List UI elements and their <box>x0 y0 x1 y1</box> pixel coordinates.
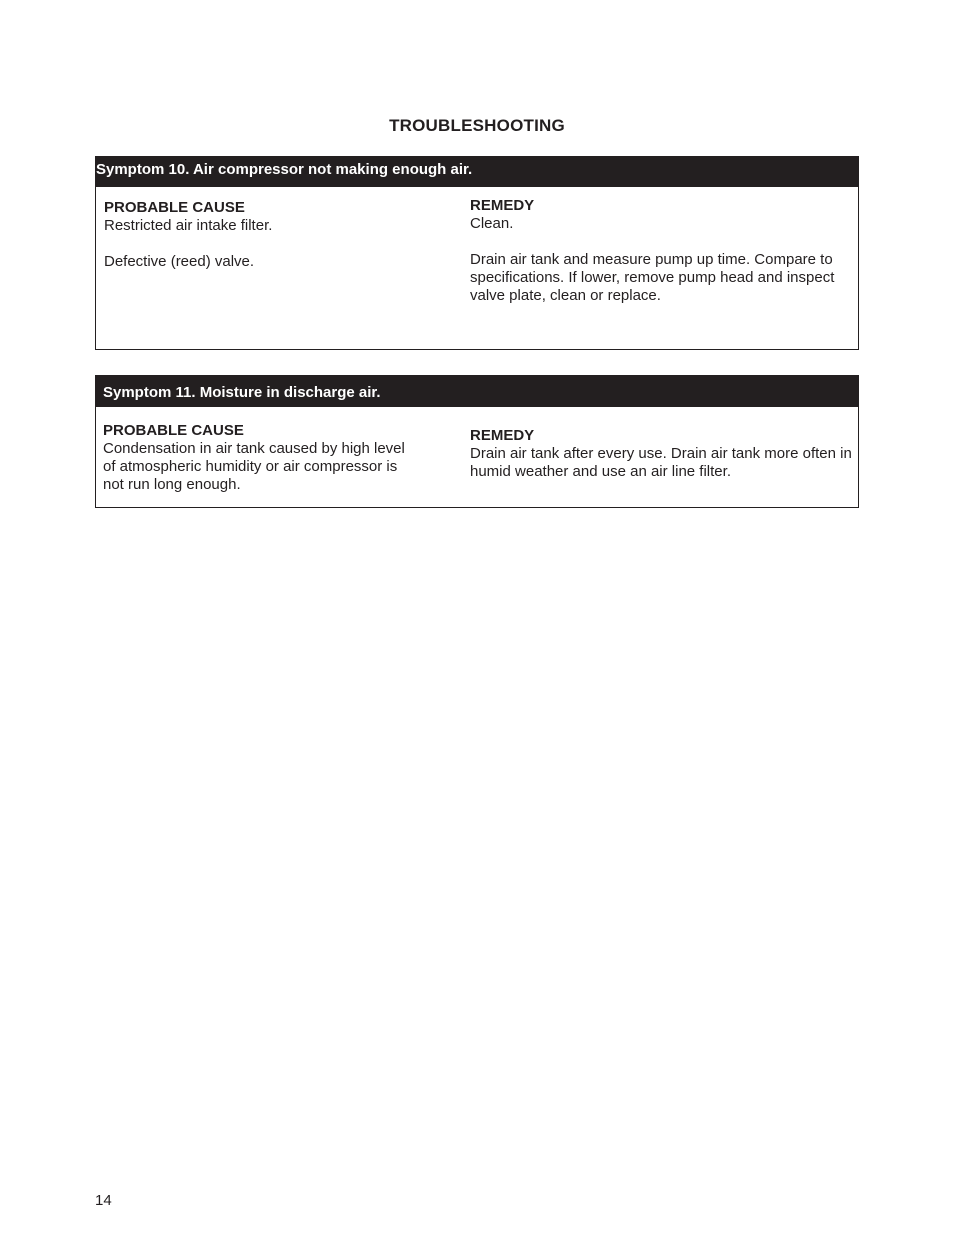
cause-item: Restricted air intake filter. <box>104 217 273 234</box>
cause-item: Condensation in air tank caused by high level of atmospheric humidity or air compressor is not run long enough. <box>103 440 405 493</box>
probable-cause-heading: PROBABLE CAUSE <box>104 199 245 216</box>
page-title: TROUBLESHOOTING <box>389 116 565 135</box>
symptom-11-header: Symptom 11. Moisture in discharge air. <box>96 376 858 407</box>
page-number: 14 <box>95 1192 112 1209</box>
symptom-10-remedy-column <box>470 197 848 305</box>
remedy-item: Drain air tank and measure pump up time. Compare to specifications. If lower, remove pump head and inspect valve plate, clean or replace. <box>470 251 835 304</box>
remedy-heading: REMEDY <box>470 427 535 444</box>
probable-cause-heading: PROBABLE CAUSE <box>103 422 244 439</box>
symptom-11-box <box>95 375 859 508</box>
symptom-10-box <box>95 156 859 350</box>
remedy-heading: REMEDY <box>470 197 535 214</box>
cause-item: Defective (reed) valve. <box>104 253 255 270</box>
symptom-11-cause-column <box>103 422 415 494</box>
symptom-10-header: Symptom 10. Air compressor not making enough air. <box>96 157 858 187</box>
symptom-10-cause-column <box>104 199 444 271</box>
symptom-11-remedy-column <box>470 427 854 481</box>
remedy-item: Clean. <box>470 215 514 232</box>
remedy-item: Drain air tank after every use. Drain air tank more often in humid weather and use an air line filter. <box>470 445 852 480</box>
